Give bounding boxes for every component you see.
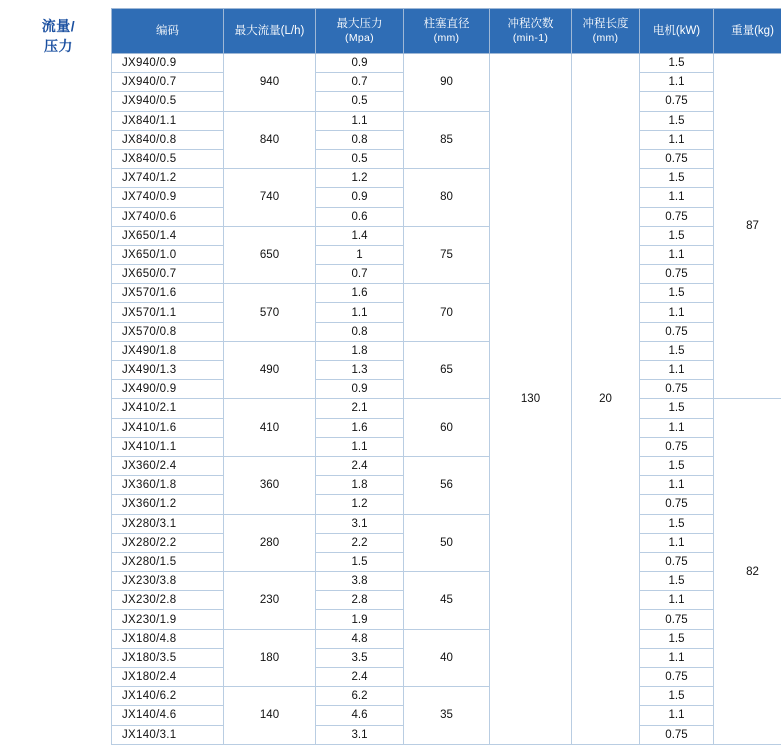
cell-motor: 1.5 — [640, 54, 714, 73]
cell-code: JX840/0.5 — [112, 149, 224, 168]
column-header-code — [112, 9, 224, 54]
cell-max-pressure: 0.8 — [316, 130, 404, 149]
column-header-max-pressure — [316, 9, 404, 54]
cell-motor: 1.5 — [640, 572, 714, 591]
cell-code: JX940/0.7 — [112, 73, 224, 92]
cell-code: JX570/0.8 — [112, 322, 224, 341]
table-row — [112, 456, 781, 475]
cell-plunger-diameter: 70 — [404, 284, 490, 342]
cell-motor: 0.75 — [640, 668, 714, 687]
cell-max-pressure: 0.9 — [316, 188, 404, 207]
cell-max-pressure: 0.8 — [316, 322, 404, 341]
cell-max-pressure: 1.8 — [316, 341, 404, 360]
cell-max-pressure: 1.6 — [316, 284, 404, 303]
table-body — [112, 54, 781, 745]
cell-code: JX230/1.9 — [112, 610, 224, 629]
cell-stroke-count: 130 — [490, 54, 572, 745]
cell-max-pressure: 2.8 — [316, 591, 404, 610]
specifications-table — [111, 8, 781, 745]
column-header-stroke-length-label: 冲程长度 — [583, 18, 629, 30]
cell-motor: 0.75 — [640, 552, 714, 571]
cell-plunger-diameter: 50 — [404, 514, 490, 572]
cell-code: JX940/0.5 — [112, 92, 224, 111]
cell-code: JX360/2.4 — [112, 456, 224, 475]
cell-max-pressure: 3.8 — [316, 572, 404, 591]
cell-code: JX650/1.4 — [112, 226, 224, 245]
cell-code: JX490/1.8 — [112, 341, 224, 360]
table-row — [112, 629, 781, 648]
cell-max-pressure: 3.1 — [316, 725, 404, 744]
column-header-plunger-diameter-unit: (mm) — [406, 32, 487, 45]
cell-plunger-diameter: 90 — [404, 54, 490, 112]
cell-max-pressure: 0.7 — [316, 73, 404, 92]
cell-max-pressure: 1.1 — [316, 437, 404, 456]
cell-motor: 1.1 — [640, 361, 714, 380]
column-header-max-pressure-unit: (Mpa) — [318, 32, 401, 45]
cell-weight: 82 — [714, 399, 781, 744]
column-header-max-pressure-label: 最大压力 — [337, 18, 383, 30]
cell-max-flow: 180 — [224, 629, 316, 687]
cell-code: JX650/1.0 — [112, 245, 224, 264]
cell-code: JX280/2.2 — [112, 533, 224, 552]
cell-motor: 1.1 — [640, 303, 714, 322]
table-row — [112, 169, 781, 188]
cell-motor: 0.75 — [640, 207, 714, 226]
cell-plunger-diameter: 75 — [404, 226, 490, 284]
cell-motor: 1.1 — [640, 73, 714, 92]
cell-code: JX140/6.2 — [112, 687, 224, 706]
cell-motor: 0.75 — [640, 725, 714, 744]
cell-motor: 1.1 — [640, 591, 714, 610]
cell-weight: 87 — [714, 54, 781, 399]
cell-max-pressure: 4.8 — [316, 629, 404, 648]
table-row — [112, 341, 781, 360]
cell-code: JX570/1.6 — [112, 284, 224, 303]
cell-motor: 1.1 — [640, 706, 714, 725]
cell-max-flow: 940 — [224, 54, 316, 112]
cell-motor: 1.1 — [640, 130, 714, 149]
cell-max-flow: 410 — [224, 399, 316, 457]
cell-motor: 1.5 — [640, 399, 714, 418]
cell-max-flow: 360 — [224, 456, 316, 514]
cell-motor: 1.1 — [640, 476, 714, 495]
cell-motor: 0.75 — [640, 380, 714, 399]
cell-plunger-diameter: 45 — [404, 572, 490, 630]
cell-max-flow: 740 — [224, 169, 316, 227]
cell-code: JX180/3.5 — [112, 648, 224, 667]
flow-pressure-label-line-2: 压力 — [6, 36, 111, 56]
cell-max-flow: 570 — [224, 284, 316, 342]
cell-motor: 1.5 — [640, 226, 714, 245]
cell-code: JX180/4.8 — [112, 629, 224, 648]
cell-max-pressure: 2.4 — [316, 456, 404, 475]
cell-max-pressure: 0.9 — [316, 54, 404, 73]
cell-motor: 1.1 — [640, 533, 714, 552]
table-row — [112, 572, 781, 591]
cell-code: JX280/1.5 — [112, 552, 224, 571]
table-row — [112, 687, 781, 706]
column-header-motor — [640, 9, 714, 54]
cell-code: JX280/3.1 — [112, 514, 224, 533]
table-row — [112, 111, 781, 130]
cell-plunger-diameter: 35 — [404, 687, 490, 745]
cell-motor: 1.5 — [640, 514, 714, 533]
cell-max-pressure: 0.7 — [316, 265, 404, 284]
cell-max-pressure: 0.5 — [316, 149, 404, 168]
cell-max-pressure: 2.4 — [316, 668, 404, 687]
cell-code: JX230/3.8 — [112, 572, 224, 591]
cell-motor: 0.75 — [640, 92, 714, 111]
cell-max-pressure: 0.6 — [316, 207, 404, 226]
cell-motor: 1.1 — [640, 648, 714, 667]
cell-max-pressure: 1 — [316, 245, 404, 264]
cell-motor: 1.5 — [640, 687, 714, 706]
cell-max-pressure: 1.2 — [316, 169, 404, 188]
cell-plunger-diameter: 56 — [404, 456, 490, 514]
cell-max-flow: 840 — [224, 111, 316, 169]
column-header-max-flow-label: 最大流量(L/h) — [235, 25, 305, 37]
cell-max-pressure: 1.4 — [316, 226, 404, 245]
cell-motor: 1.5 — [640, 284, 714, 303]
cell-motor: 0.75 — [640, 265, 714, 284]
column-header-stroke-length-unit: (mm) — [574, 32, 637, 45]
column-header-stroke-count — [490, 9, 572, 54]
cell-code: JX490/1.3 — [112, 361, 224, 380]
flow-pressure-label-line-1: 流量/ — [6, 16, 111, 36]
cell-motor: 1.5 — [640, 629, 714, 648]
cell-code: JX360/1.8 — [112, 476, 224, 495]
cell-code: JX940/0.9 — [112, 54, 224, 73]
cell-code: JX360/1.2 — [112, 495, 224, 514]
cell-max-pressure: 1.6 — [316, 418, 404, 437]
cell-motor: 0.75 — [640, 610, 714, 629]
cell-motor: 1.5 — [640, 111, 714, 130]
cell-plunger-diameter: 80 — [404, 169, 490, 227]
cell-motor: 1.1 — [640, 245, 714, 264]
cell-max-pressure: 1.8 — [316, 476, 404, 495]
cell-max-flow: 230 — [224, 572, 316, 630]
column-header-max-flow — [224, 9, 316, 54]
cell-code: JX840/0.8 — [112, 130, 224, 149]
column-header-stroke-length — [572, 9, 640, 54]
cell-motor: 0.75 — [640, 437, 714, 456]
cell-max-pressure: 1.1 — [316, 111, 404, 130]
cell-max-pressure: 1.5 — [316, 552, 404, 571]
column-header-plunger-diameter — [404, 9, 490, 54]
cell-max-pressure: 1.9 — [316, 610, 404, 629]
cell-max-pressure: 1.3 — [316, 361, 404, 380]
cell-motor: 0.75 — [640, 495, 714, 514]
cell-max-pressure: 6.2 — [316, 687, 404, 706]
cell-max-pressure: 3.1 — [316, 514, 404, 533]
column-header-weight-label: 重量(kg) — [731, 25, 774, 37]
table-row — [112, 399, 781, 418]
table-header — [112, 9, 781, 54]
flow-pressure-label — [6, 8, 111, 57]
cell-stroke-length: 20 — [572, 54, 640, 745]
cell-max-flow: 490 — [224, 341, 316, 399]
cell-code: JX410/2.1 — [112, 399, 224, 418]
cell-code: JX740/1.2 — [112, 169, 224, 188]
cell-code: JX840/1.1 — [112, 111, 224, 130]
header-row — [112, 9, 781, 54]
cell-max-flow: 650 — [224, 226, 316, 284]
cell-code: JX140/3.1 — [112, 725, 224, 744]
cell-code: JX740/0.9 — [112, 188, 224, 207]
cell-max-pressure: 2.2 — [316, 533, 404, 552]
column-header-plunger-diameter-label: 柱塞直径 — [424, 18, 470, 30]
cell-motor: 1.5 — [640, 341, 714, 360]
cell-max-pressure: 0.9 — [316, 380, 404, 399]
table-row — [112, 226, 781, 245]
cell-max-pressure: 2.1 — [316, 399, 404, 418]
cell-max-pressure: 4.6 — [316, 706, 404, 725]
table-row — [112, 514, 781, 533]
cell-code: JX180/2.4 — [112, 668, 224, 687]
column-header-code-label: 编码 — [156, 25, 179, 37]
cell-motor: 1.1 — [640, 188, 714, 207]
cell-code: JX650/0.7 — [112, 265, 224, 284]
cell-motor: 1.5 — [640, 169, 714, 188]
column-header-stroke-count-unit: (min-1) — [492, 32, 569, 45]
cell-code: JX230/2.8 — [112, 591, 224, 610]
cell-max-pressure: 1.1 — [316, 303, 404, 322]
cell-plunger-diameter: 40 — [404, 629, 490, 687]
cell-motor: 0.75 — [640, 322, 714, 341]
cell-max-pressure: 1.2 — [316, 495, 404, 514]
cell-max-flow: 280 — [224, 514, 316, 572]
table-row — [112, 284, 781, 303]
cell-plunger-diameter: 60 — [404, 399, 490, 457]
cell-code: JX410/1.1 — [112, 437, 224, 456]
column-header-stroke-count-label: 冲程次数 — [508, 18, 554, 30]
cell-max-pressure: 3.5 — [316, 648, 404, 667]
cell-motor: 1.5 — [640, 456, 714, 475]
cell-motor: 0.75 — [640, 149, 714, 168]
cell-motor: 1.1 — [640, 418, 714, 437]
cell-max-flow: 140 — [224, 687, 316, 745]
cell-plunger-diameter: 85 — [404, 111, 490, 169]
cell-code: JX570/1.1 — [112, 303, 224, 322]
cell-code: JX140/4.6 — [112, 706, 224, 725]
cell-code: JX410/1.6 — [112, 418, 224, 437]
table-row — [112, 54, 781, 73]
cell-code: JX490/0.9 — [112, 380, 224, 399]
column-header-motor-label: 电机(kW) — [653, 25, 700, 37]
cell-max-pressure: 0.5 — [316, 92, 404, 111]
column-header-weight — [714, 9, 781, 54]
cell-plunger-diameter: 65 — [404, 341, 490, 399]
cell-code: JX740/0.6 — [112, 207, 224, 226]
